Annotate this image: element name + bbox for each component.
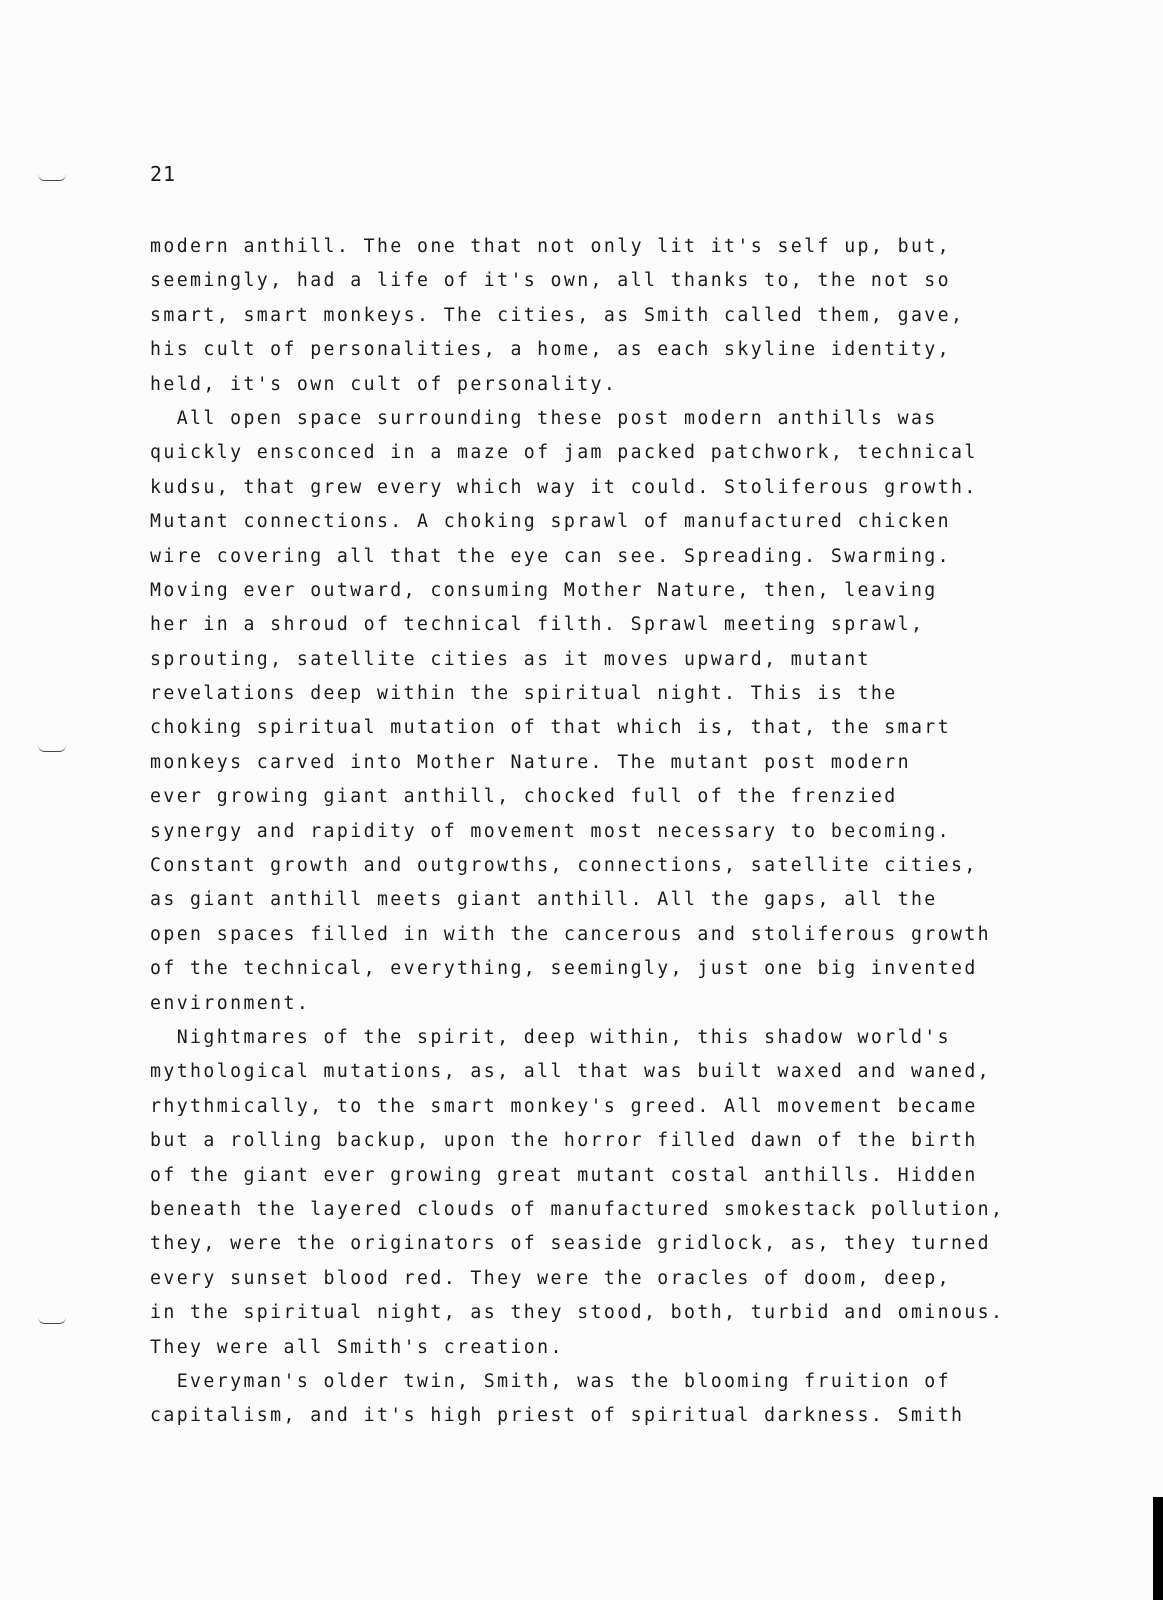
text-line: capitalism, and it's high priest of spiritual darkness. Smith	[150, 1405, 965, 1427]
text-line: Constant growth and outgrowths, connections, satellite cities,	[150, 855, 978, 877]
text-line: her in a shroud of technical filth. Sprawl meeting sprawl,	[150, 614, 925, 636]
text-line: every sunset blood red. They were the oracles of doom, deep,	[150, 1267, 951, 1289]
text-line: quickly ensconced in a maze of jam packed patchwork, technical	[150, 442, 978, 464]
text-line: Mutant connections. A choking sprawl of manufactured chicken	[150, 511, 951, 533]
text-line: revelations deep within the spiritual night. This is the	[150, 683, 898, 705]
text-line: choking spiritual mutation of that which is, that, the smart	[150, 717, 951, 739]
binder-hole-mark-top	[38, 174, 66, 181]
binder-hole-mark-bottom	[38, 1317, 66, 1324]
text-line: but a rolling backup, upon the horror filled dawn of the birth	[150, 1130, 978, 1152]
text-line: as giant anthill meets giant anthill. All the gaps, all the	[150, 889, 938, 911]
typewritten-text-body	[150, 230, 1050, 1434]
text-line: seemingly, had a life of it's own, all thanks to, the not so	[150, 270, 951, 292]
text-line: open spaces filled in with the cancerous and stoliferous growth	[150, 923, 992, 945]
text-line: mythological mutations, as, all that was built waxed and waned,	[150, 1061, 992, 1083]
text-line: smart, smart monkeys. The cities, as Smith called them, gave,	[150, 304, 965, 326]
text-line: kudsu, that grew every which way it could. Stoliferous growth.	[150, 476, 978, 498]
text-line: they, were the originators of seaside gridlock, as, they turned	[150, 1233, 992, 1255]
text-line: sprouting, satellite cities as it moves upward, mutant	[150, 648, 871, 670]
text-line: of the technical, everything, seemingly, just one big invented	[150, 958, 978, 980]
text-line: monkeys carved into Mother Nature. The mutant post modern	[150, 751, 911, 773]
text-line: They were all Smith's creation.	[150, 1336, 564, 1358]
page-number: 21	[150, 162, 177, 186]
text-line: Moving ever outward, consuming Mother Nature, then, leaving	[150, 579, 938, 601]
scan-edge-bar	[1153, 1497, 1163, 1600]
text-line: wire covering all that the eye can see. Spreading. Swarming.	[150, 545, 951, 567]
text-line: his cult of personalities, a home, as each skyline identity,	[150, 339, 951, 361]
text-line: All open space surrounding these post modern anthills was	[150, 407, 938, 429]
text-line: ever growing giant anthill, chocked full of the frenzied	[150, 786, 898, 808]
text-line: of the giant ever growing great mutant costal anthills. Hidden	[150, 1164, 978, 1186]
text-line: Everyman's older twin, Smith, was the blooming fruition of	[150, 1370, 951, 1392]
text-line: environment.	[150, 992, 311, 1014]
text-line: held, it's own cult of personality.	[150, 373, 618, 395]
text-line: synergy and rapidity of movement most necessary to becoming.	[150, 820, 951, 842]
binder-hole-mark-middle	[38, 745, 66, 752]
text-line: in the spiritual night, as they stood, both, turbid and ominous.	[150, 1302, 1005, 1324]
text-line: beneath the layered clouds of manufactured smokestack pollution,	[150, 1198, 1005, 1220]
text-line: Nightmares of the spirit, deep within, this shadow world's	[150, 1026, 951, 1048]
text-line: rhythmically, to the smart monkey's greed. All movement became	[150, 1095, 978, 1117]
text-line: modern anthill. The one that not only lit it's self up, but,	[150, 236, 951, 257]
